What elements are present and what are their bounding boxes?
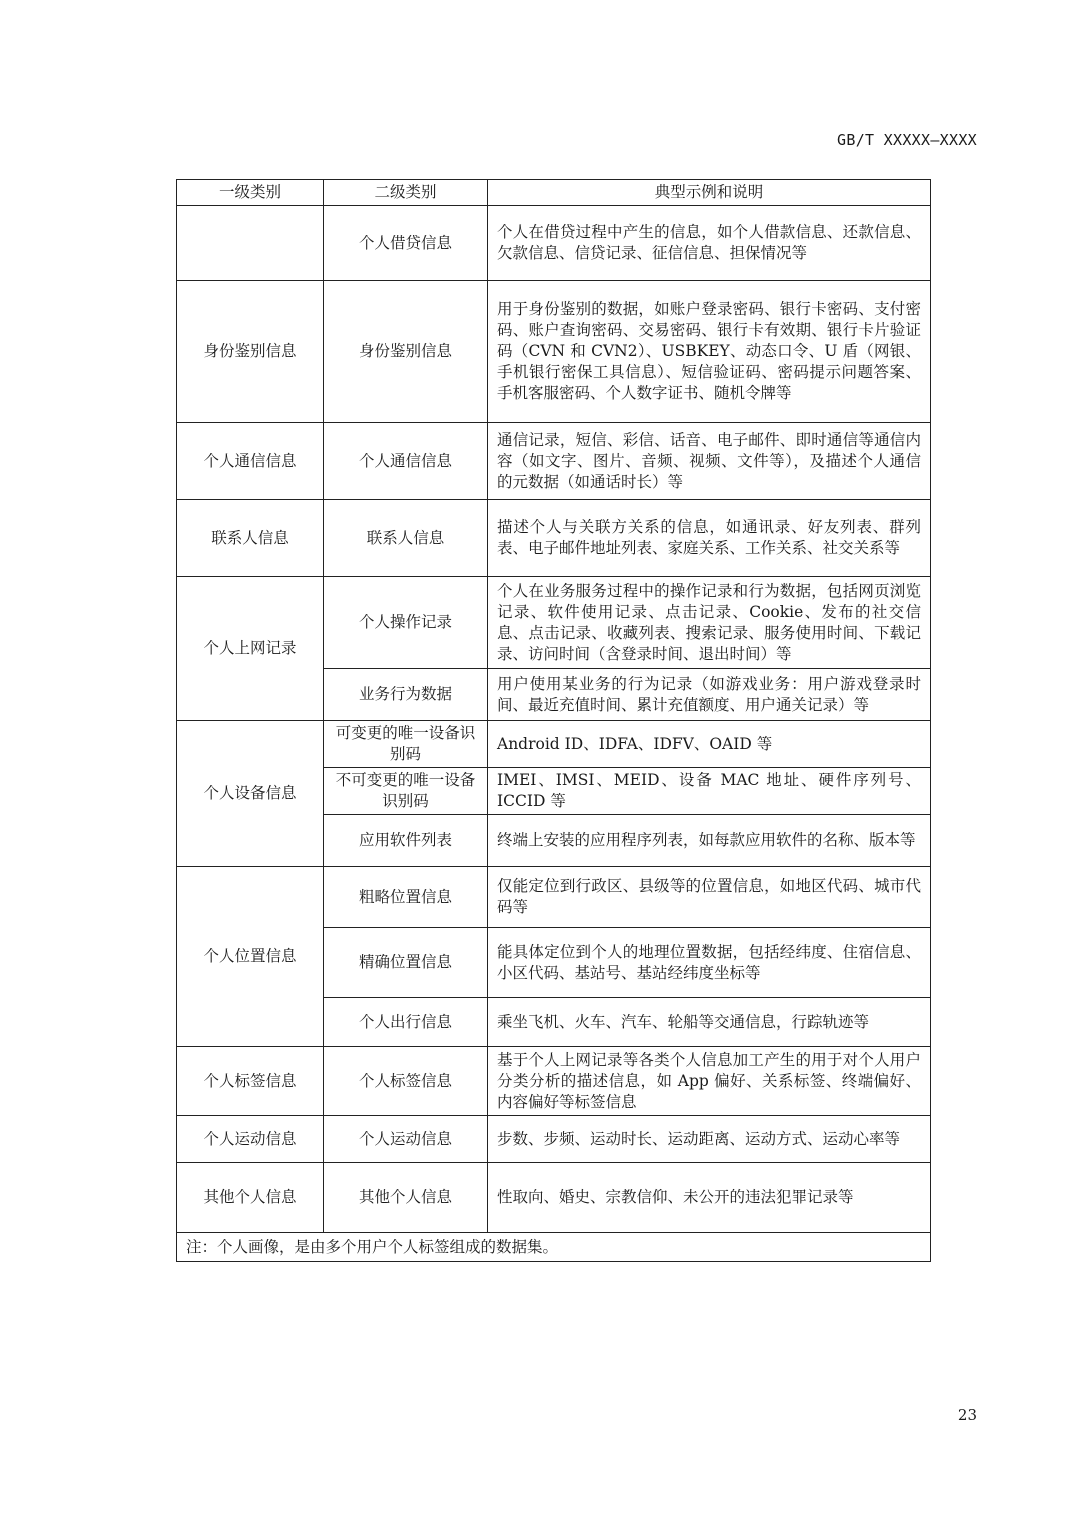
secondary-category-cell: 个人运动信息 <box>324 1116 488 1163</box>
description-cell: 通信记录，短信、彩信、话音、电子邮件、即时通信等通信内容（如文字、图片、音频、视频、文件等），及描述个人通信的元数据（如通话时长）等 <box>488 423 931 500</box>
secondary-category-cell: 应用软件列表 <box>324 815 488 867</box>
description-cell: 个人在借贷过程中产生的信息，如个人借款信息、还款信息、欠款信息、信贷记录、征信信息、担保情况等 <box>488 206 931 281</box>
table-row <box>177 423 931 500</box>
secondary-category-cell: 可变更的唯一设备识别码 <box>324 721 488 768</box>
table-row <box>177 721 931 768</box>
table-row <box>177 577 931 669</box>
description-cell: 性取向、婚史、宗教信仰、未公开的违法犯罪记录等 <box>488 1163 931 1233</box>
table-note: 注：个人画像，是由多个用户个人标签组成的数据集。 <box>177 1233 931 1262</box>
secondary-category-cell: 个人操作记录 <box>324 577 488 669</box>
secondary-category-cell: 不可变更的唯一设备识别码 <box>324 768 488 815</box>
description-cell: 终端上安装的应用程序列表，如每款应用软件的名称、版本等 <box>488 815 931 867</box>
secondary-category-cell: 个人标签信息 <box>324 1047 488 1116</box>
table-note-row <box>177 1233 931 1262</box>
secondary-category-cell: 精确位置信息 <box>324 928 488 998</box>
table-row <box>177 1163 931 1233</box>
description-cell: 基于个人上网记录等各类个人信息加工产生的用于对个人用户分类分析的描述信息，如 App 偏好、关系标签、终端偏好、内容偏好等标签信息 <box>488 1047 931 1116</box>
description-cell: 能具体定位到个人的地理位置数据，包括经纬度、住宿信息、小区代码、基站号、基站经纬度坐标等 <box>488 928 931 998</box>
secondary-category-cell: 粗略位置信息 <box>324 867 488 928</box>
table-row <box>177 1047 931 1116</box>
primary-category-cell: 个人通信信息 <box>177 423 324 500</box>
table-row <box>177 1116 931 1163</box>
secondary-category-cell: 联系人信息 <box>324 500 488 577</box>
table-row <box>177 867 931 928</box>
header-description: 典型示例和说明 <box>488 180 931 206</box>
description-cell: Android ID、IDFA、IDFV、OAID 等 <box>488 721 931 768</box>
secondary-category-cell: 业务行为数据 <box>324 669 488 721</box>
secondary-category-cell: 身份鉴别信息 <box>324 281 488 423</box>
primary-category-cell: 个人上网记录 <box>177 577 324 721</box>
secondary-category-cell: 个人通信信息 <box>324 423 488 500</box>
primary-category-cell <box>177 206 324 281</box>
description-cell: 个人在业务服务过程中的操作记录和行为数据，包括网页浏览记录、软件使用记录、点击记录、Cookie、发布的社交信息、点击记录、收藏列表、搜索记录、服务使用时间、下载记录、访问时间（含登录时间、退出时间）等 <box>488 577 931 669</box>
page-number: 23 <box>957 1406 977 1424</box>
primary-category-cell: 个人运动信息 <box>177 1116 324 1163</box>
description-cell: 用户使用某业务的行为记录（如游戏业务：用户游戏登录时间、最近充值时间、累计充值额度、用户通关记录）等 <box>488 669 931 721</box>
description-cell: 仅能定位到行政区、县级等的位置信息，如地区代码、城市代码等 <box>488 867 931 928</box>
secondary-category-cell: 个人出行信息 <box>324 998 488 1047</box>
description-cell: 乘坐飞机、火车、汽车、轮船等交通信息，行踪轨迹等 <box>488 998 931 1047</box>
table-header-row <box>177 180 931 206</box>
description-cell: 用于身份鉴别的数据，如账户登录密码、银行卡密码、支付密码、账户查询密码、交易密码、银行卡有效期、银行卡片验证码（CVN 和 CVN2）、USBKEY、动态口令、U 盾（网银、手机银行密保工具信息）、短信验证码、密码提示问题答案、手机客服密码、个人数字证书、随机令牌等 <box>488 281 931 423</box>
header-secondary-category: 二级类别 <box>324 180 488 206</box>
document-code: GB/T XXXXX—XXXX <box>837 131 977 149</box>
personal-info-category-table <box>176 179 931 1262</box>
primary-category-cell: 个人标签信息 <box>177 1047 324 1116</box>
header-primary-category: 一级类别 <box>177 180 324 206</box>
secondary-category-cell: 个人借贷信息 <box>324 206 488 281</box>
table-row <box>177 206 931 281</box>
table-row <box>177 500 931 577</box>
description-cell: IMEI、IMSI、MEID、设备 MAC 地址、硬件序列号、ICCID 等 <box>488 768 931 815</box>
secondary-category-cell: 其他个人信息 <box>324 1163 488 1233</box>
table-row <box>177 281 931 423</box>
primary-category-cell: 身份鉴别信息 <box>177 281 324 423</box>
description-cell: 描述个人与关联方关系的信息，如通讯录、好友列表、群列表、电子邮件地址列表、家庭关系、工作关系、社交关系等 <box>488 500 931 577</box>
primary-category-cell: 其他个人信息 <box>177 1163 324 1233</box>
primary-category-cell: 个人设备信息 <box>177 721 324 867</box>
primary-category-cell: 个人位置信息 <box>177 867 324 1047</box>
description-cell: 步数、步频、运动时长、运动距离、运动方式、运动心率等 <box>488 1116 931 1163</box>
primary-category-cell: 联系人信息 <box>177 500 324 577</box>
